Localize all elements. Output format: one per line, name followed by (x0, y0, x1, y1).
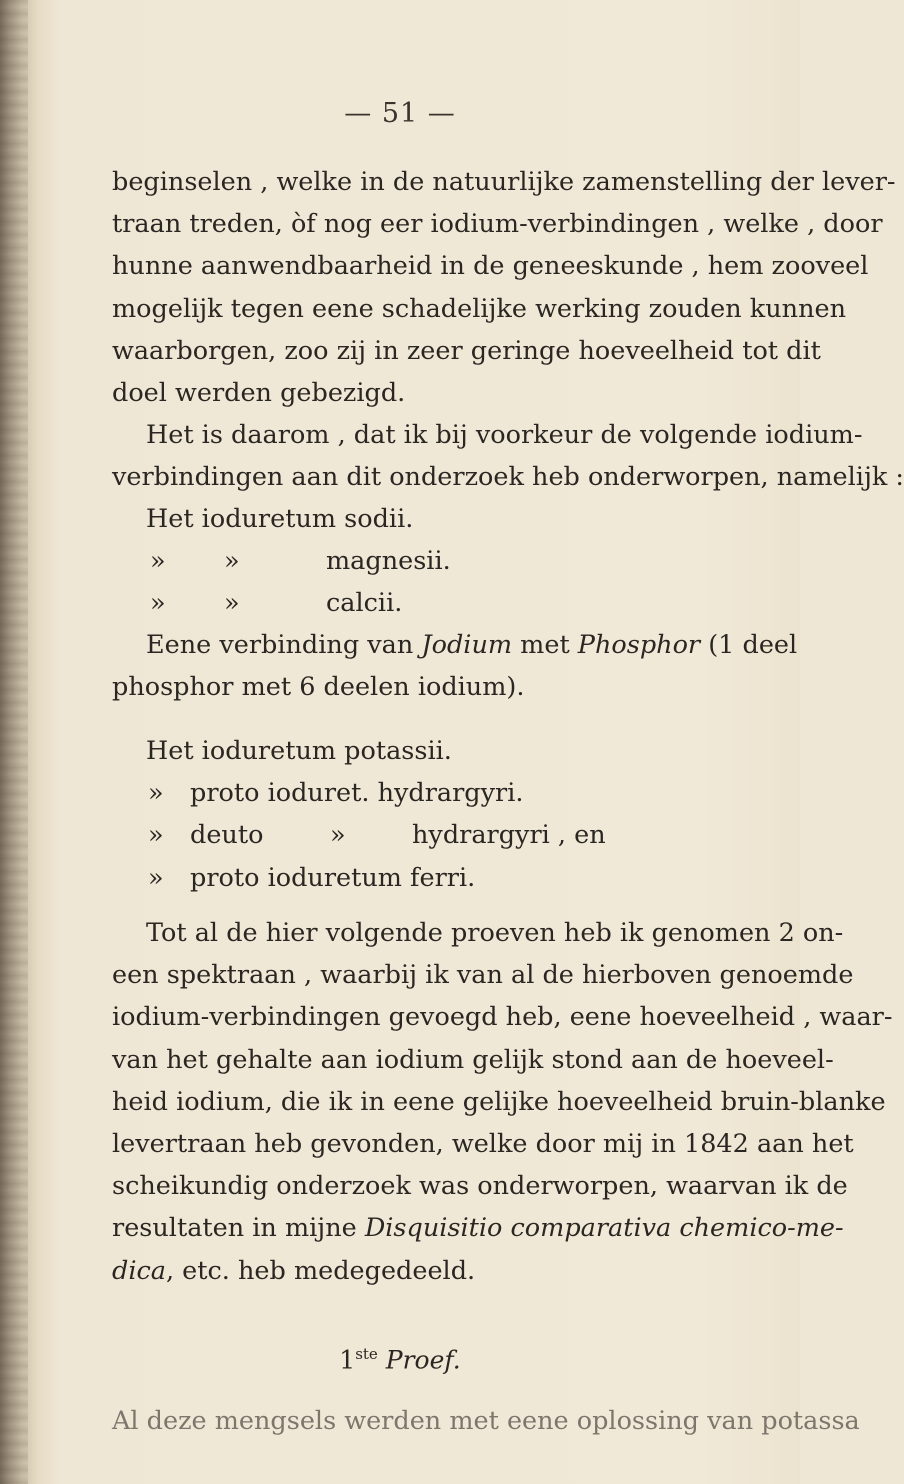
text-line: phosphor met 6 deelen iodium). (112, 672, 525, 703)
text-line: traan treden, òf nog eer iodium-verbindingen , welke , door (112, 209, 883, 240)
text-line: heid iodium, die ik in eene gelijke hoeveelheid bruin-blanke (112, 1086, 886, 1117)
ditto-mark: » (148, 820, 164, 851)
italic-title: Disquisitio comparativa chemico-me- (364, 1213, 844, 1244)
list-item-text: hydrargyri , en (412, 820, 606, 851)
page-number: — 51 — (344, 98, 456, 129)
paragraph-3 (112, 624, 798, 708)
italic-term: Jodium (421, 630, 513, 660)
list-item (112, 498, 752, 540)
text-line: hunne aanwendbaarheid in de geneeskunde , hem zooveel (112, 251, 869, 282)
section-title: Proef. (385, 1345, 461, 1375)
list-item-text: proto ioduretum ferri. (190, 862, 476, 893)
text-line: levertraan heb gevonden, welke door mij in 1842 aan het (112, 1128, 854, 1159)
list-item-text: Het ioduretum sodii. (146, 504, 414, 534)
list-item-text: deuto (190, 820, 264, 851)
text-line: doel werden gebezigd. (112, 377, 406, 408)
text-line: scheikundig onderzoek was onderworpen, waarvan ik de (112, 1171, 848, 1202)
section-heading (0, 1345, 800, 1374)
list-item (112, 730, 752, 772)
text-line: iodium-verbindingen gevoegd heb, eene hoeveelheid , waar- (112, 1002, 893, 1033)
list-item-text: calcii. (326, 588, 403, 619)
list-item (112, 540, 752, 582)
ditto-mark: » (150, 588, 166, 619)
ditto-mark: » (224, 546, 240, 577)
page-edge (0, 0, 28, 1484)
text-line-faint: Al deze mengsels werden met eene oplossing van potassa (112, 1406, 860, 1436)
section-number: 1 (339, 1345, 356, 1375)
list-item-text: magnesii. (326, 546, 451, 577)
ditto-mark: » (148, 862, 164, 893)
list-item (112, 814, 752, 856)
section-ordinal-suffix: ste (355, 1345, 378, 1363)
paragraph-2 (112, 414, 904, 498)
list-item (112, 582, 752, 624)
text-line: Eene verbinding van Jodium met Phosphor (1 deel (146, 630, 798, 660)
list-item (112, 857, 752, 899)
compound-list-1 (112, 498, 752, 625)
ditto-mark: » (330, 820, 346, 851)
italic-term: Phosphor (577, 630, 701, 660)
text-line: waarborgen, zoo zij in zeer geringe hoeveelheid tot dit (112, 335, 821, 366)
text-line: verbindingen aan dit onderzoek heb onderworpen, namelijk : (112, 462, 904, 493)
text-line: dica, etc. heb medegedeeld. (112, 1255, 476, 1286)
text-line: een spektraan , waarbij ik van al de hierboven genoemde (112, 960, 854, 991)
text-line: beginselen , welke in de natuurlijke zamenstelling der lever- (112, 167, 896, 197)
list-item (112, 772, 752, 814)
text-line: mogelijk tegen eene schadelijke werking zouden kunnen (112, 293, 847, 324)
ditto-mark: » (150, 546, 166, 577)
list-item-text: proto ioduret. hydrargyri. (190, 778, 524, 809)
text-line: Tot al de hier volgende proeven heb ik genomen 2 on- (146, 918, 844, 948)
text-line: van het gehalte aan iodium gelijk stond aan de hoeveel- (112, 1044, 834, 1075)
paragraph-4 (112, 912, 893, 1292)
compound-list-2 (112, 730, 752, 899)
ditto-mark: » (224, 588, 240, 619)
text-line: resultaten in mijne Disquisitio comparativa chemico-me- (112, 1213, 844, 1244)
paragraph-1 (112, 161, 896, 414)
text-line: Het is daarom , dat ik bij voorkeur de volgende iodium- (146, 420, 863, 450)
list-item-text: Het ioduretum potassii. (146, 736, 452, 766)
ditto-mark: » (148, 778, 164, 809)
italic-title: dica (112, 1255, 166, 1286)
